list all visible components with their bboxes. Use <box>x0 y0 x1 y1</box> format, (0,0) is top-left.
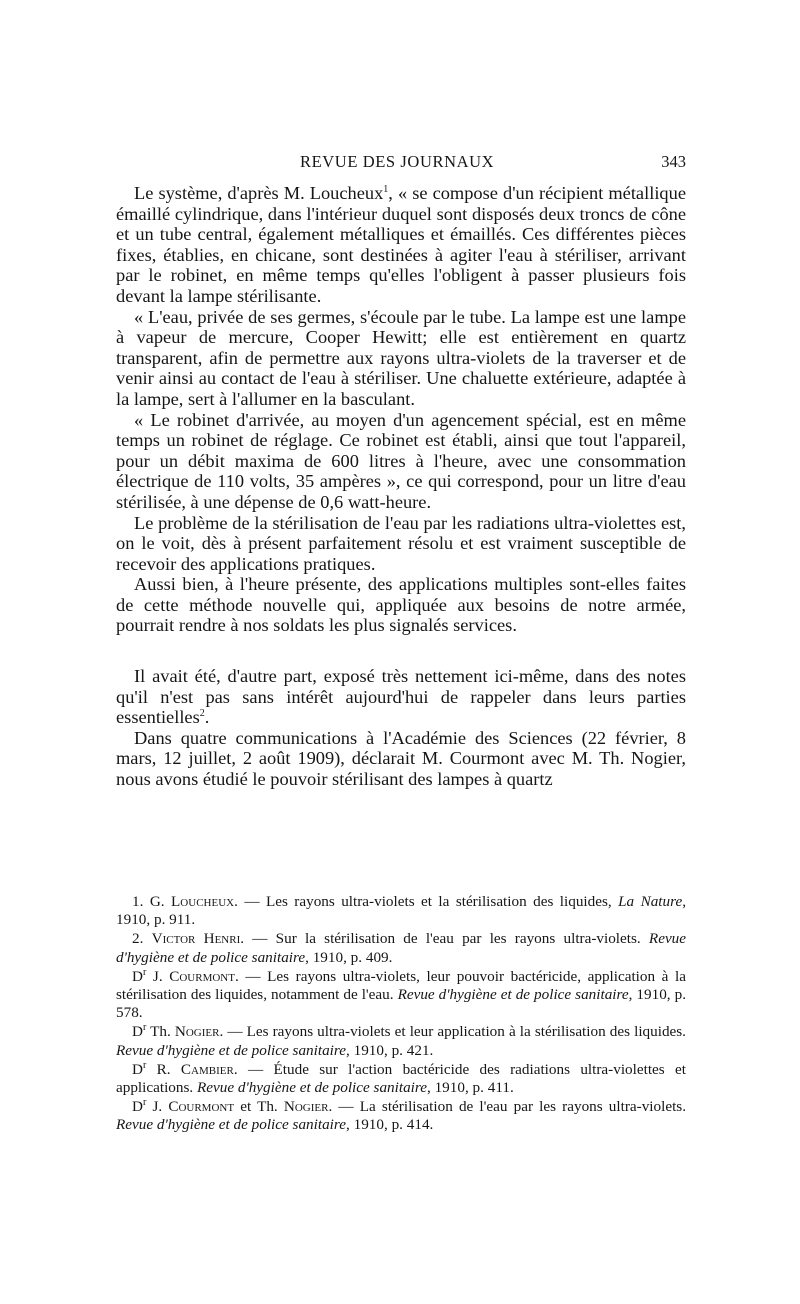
footnote-number: 1. G. <box>132 893 172 910</box>
footnote <box>116 1023 686 1059</box>
footnote-journal: Revue d'hygiène et de police sanitaire <box>116 1116 346 1134</box>
footnote-title: D <box>132 1098 143 1116</box>
footnotes <box>116 893 686 1136</box>
footnote-text: . — Les rayons ultra-violets et la stérilisation des liquides, <box>234 893 619 910</box>
footnote-journal: Revue d'hygiène et de police sanitaire <box>116 930 687 966</box>
footnote-text: et Th. <box>234 1098 284 1116</box>
footnote <box>116 968 686 1023</box>
footnote-text: . — La stérilisation de l'eau par les rayons ultra-violets. <box>328 1098 686 1116</box>
footnote-author: Courmont <box>168 1098 235 1116</box>
footnote-text: . — Les rayons ultra-violets et leur application à la stérilisation des liquides. <box>219 1023 686 1041</box>
footnote <box>116 1098 686 1134</box>
footnote-initial: J. <box>146 1098 169 1116</box>
footnote <box>116 893 686 929</box>
paragraph-text: . <box>204 707 210 728</box>
footnote-author: Courmont <box>169 967 235 985</box>
footnote-text: . — Étude sur l'action bactéricide des radiations ultra-violettes et applications. <box>116 1060 686 1097</box>
paragraph <box>116 183 686 307</box>
footnote-ref: 2 <box>199 708 205 720</box>
footnote-title: D <box>132 967 143 985</box>
footnote-journal: Revue d'hygiène et de police sanitaire <box>116 1041 346 1059</box>
paragraph-text: Il avait été, d'autre part, exposé très nettement ici-même, dans des notes qu'il n'est pas sans intérêt aujourd'hui de rappeler dans leurs parties essentielles <box>116 666 686 728</box>
footnote-text: . — Sur la stérilisation de l'eau par les rayons ultra-violets. <box>240 930 649 948</box>
footnote-journal: La Nature <box>618 893 683 910</box>
paragraph: Le problème de la stérilisation de l'eau par les radiations ultra-violettes est, on le voit, dès à présent parfaitement résolu et est vraiment susceptible de recevoir des applications pratiques. <box>116 512 686 574</box>
footnote-text: , 1910, p. 414. <box>346 1116 434 1134</box>
paragraph <box>116 666 686 728</box>
footnote <box>116 1061 686 1097</box>
footnote-text: , 1910, p. 421. <box>346 1041 434 1059</box>
footnote-title: D <box>132 1060 143 1078</box>
paragraph: Aussi bien, à l'heure présente, des applications multiples sont-elles faites de cette méthode nouvelle qui, appliquée aux besoins de notre armée, pourrait rendre à nos soldats les plus signalés services. <box>116 574 686 636</box>
page-number: 343 <box>661 152 686 171</box>
paragraph: « L'eau, privée de ses germes, s'écoule par le tube. La lampe est une lampe à vapeur de mercure, Cooper Hewitt; elle est entièrement en quartz transparent, afin de permettre aux rayons ultra-violets de la traverser et de venir ainsi au contact de l'eau à stériliser. Une chaluette extérieure, adaptée à la lampe, sert à l'allumer en la basculant. <box>116 306 686 409</box>
footnote-author: Nogier <box>174 1023 220 1041</box>
paragraph-text: , « se compose d'un récipient métallique émaillé cylindrique, dans l'intérieur duquel sont disposés deux troncs de cône et un tube central, également métalliques et émaillés. Ces différentes pièces fixes, établies, en chicane, sont destinées à agiter l'eau à stériliser, arrivant par le robinet, en même temps qu'elles l'obligent à passer plusieurs fois devant la lampe stérilisante. <box>116 183 686 306</box>
main-text <box>116 183 686 790</box>
footnote-text: , 1910, p. 578. <box>116 986 687 1022</box>
footnote-text: , 1910, p. 411. <box>426 1079 514 1097</box>
footnote-title-sup: r <box>142 1022 147 1034</box>
footnote-author: Cambier <box>180 1060 234 1078</box>
footnote-journal: Revue d'hygiène et de police sanitaire <box>397 986 629 1004</box>
footnote-title-sup: r <box>142 1059 147 1071</box>
footnote-text: . — Les rayons ultra-violets, leur pouvoir bactéricide, application à la stérilisation des liquides, notamment de l'eau. <box>116 967 686 1004</box>
paragraph: Dans quatre communications à l'Académie des Sciences (22 février, 8 mars, 12 juillet, 2 août 1909), déclarait M. Courmont avec M. Th. Nogier, nous avons étudié le pouvoir stérilisant des lampes à quartz <box>116 727 686 790</box>
footnote-title-sup: r <box>142 1097 147 1109</box>
running-title: REVUE DES JOURNAUX <box>300 152 495 171</box>
page-header <box>116 152 686 176</box>
footnote-text: , 1910, p. 409. <box>305 948 393 966</box>
footnote-initial: Th. <box>146 1023 175 1041</box>
footnote-title-sup: r <box>142 966 147 978</box>
footnote-author: Nogier <box>283 1098 329 1116</box>
footnote-initial: J. <box>146 967 170 985</box>
footnote-initial: R. <box>146 1060 181 1078</box>
footnote-text: , 1910, p. 911. <box>116 893 687 929</box>
footnote-ref: 1 <box>383 183 389 195</box>
footnote-number: 2. <box>132 930 152 948</box>
footnote-author: Victor Henri <box>151 930 241 948</box>
footnote-title: D <box>132 1023 143 1041</box>
paragraph: « Le robinet d'arrivée, au moyen d'un agencement spécial, est en même temps un robinet de réglage. Ce robinet est établi, ainsi que tout l'appareil, pour un débit maxima de 600 litres à l'heure, avec une consommation électrique de 110 volts, 35 ampères », ce qui correspond, pour un litre d'eau stérilisée, à une dépense de 0,6 watt-heure. <box>116 409 686 512</box>
footnote-author: Loucheux <box>171 893 235 910</box>
paragraph-text: Le système, d'après M. Loucheux <box>134 183 384 203</box>
footnote-journal: Revue d'hygiène et de police sanitaire <box>196 1079 427 1097</box>
footnote <box>116 930 686 966</box>
